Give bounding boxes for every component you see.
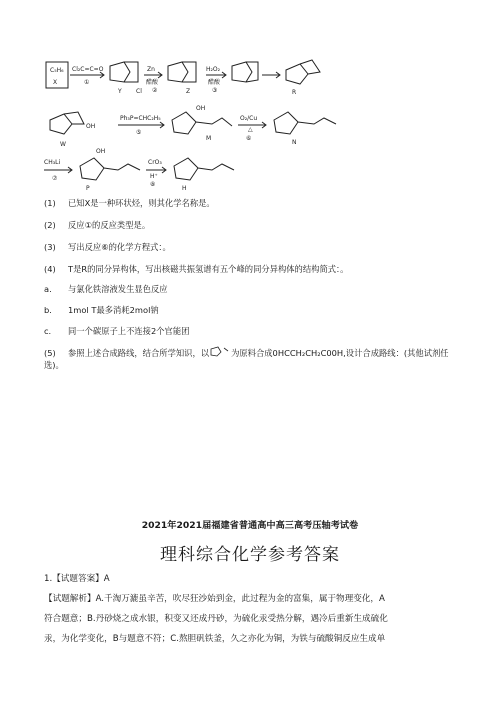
svg-text:⑦: ⑦ [52, 175, 58, 182]
svg-text:Ph₃P=CHC₂H₅: Ph₃P=CHC₂H₅ [120, 115, 161, 122]
exam-title: 2021年2021届福建省普通高中高三高考压轴考试卷 [141, 520, 359, 531]
structure-n [274, 112, 336, 134]
question-2: (2) 反应①的反应类型是。 [44, 220, 151, 230]
svg-text:H₂O₂: H₂O₂ [206, 66, 221, 73]
condition-b: b. 1mol T最多消耗2mol钠 [44, 305, 159, 315]
svg-text:Y: Y [118, 88, 122, 95]
structure-r [286, 60, 320, 84]
svg-text:OH: OH [196, 105, 206, 112]
question-4: (4) T是R的同分异构体，写出核磁共振氢谱有五个峰的同分异构体的结构简式：。 [44, 264, 349, 274]
condition-a: a. 与氯化铁溶液发生显色反应 [44, 284, 168, 294]
svg-text:OH: OH [96, 148, 106, 155]
svg-text:醋酸: 醋酸 [146, 79, 159, 86]
svg-text:M: M [206, 135, 212, 142]
svg-text:Zn: Zn [147, 66, 155, 73]
svg-text:CH₃Li: CH₃Li [44, 159, 61, 166]
svg-text:Cl₂C=C=O: Cl₂C=C=O [72, 66, 104, 73]
svg-text:Z: Z [186, 88, 191, 95]
svg-text:P: P [86, 185, 90, 192]
svg-text:醋酸: 醋酸 [208, 79, 221, 86]
cyclopentene-icon [209, 346, 231, 357]
structure-y [110, 62, 138, 82]
answer-line-4: 汞，为化学变化，B与题意不符；C.熬胆矾铁釜，久之亦化为铜，为铁与硫酸铜反应生成单 [44, 634, 386, 644]
svg-text:⑤: ⑤ [136, 129, 142, 136]
svg-text:CrO₃: CrO₃ [148, 159, 162, 166]
structure-z [168, 62, 196, 82]
answer-line-3: 符合题意；B.丹砂烧之成水银，积变又还成丹砂，为硫化汞受热分解，遇冷后重新生成硫化 [44, 614, 388, 624]
answer-line-1: 1.【试题答案】A [44, 574, 110, 584]
structure-p [80, 158, 140, 180]
svg-text:N: N [292, 139, 297, 146]
question-3: (3) 写出反应⑥的化学方程式：。 [44, 242, 171, 252]
svg-text:W: W [60, 141, 66, 148]
synthesis-scheme [0, 0, 500, 200]
structure-m [172, 112, 232, 134]
svg-text:Cl: Cl [136, 88, 142, 95]
svg-text:△: △ [248, 126, 253, 133]
question-1: (1) 已知X是一种环状烃，则其化学名称是。 [44, 198, 215, 208]
svg-text:O₂/Cu: O₂/Cu [240, 115, 258, 122]
svg-text:H⁺: H⁺ [150, 173, 158, 180]
answer-key-title: 理科综合化学参考答案 [160, 545, 340, 565]
start-formula: C₅H₆ [50, 67, 64, 74]
answer-line-2: 【试题解析】A.千淘万漉虽辛苦，吹尽狂沙始到金，此过程为金的富集，属于物理变化，A [44, 594, 385, 604]
svg-text:①: ① [84, 79, 90, 86]
start-label: X [53, 79, 58, 86]
structure-z-ketone [232, 62, 258, 82]
svg-text:R: R [292, 89, 297, 96]
svg-text:⑧: ⑧ [150, 181, 156, 188]
condition-c: c. 同一个碳原子上不连接2个官能团 [44, 326, 190, 336]
svg-text:OH: OH [86, 123, 96, 130]
structure-w [50, 112, 84, 134]
svg-text:③: ③ [212, 87, 218, 94]
svg-text:H: H [182, 185, 187, 192]
svg-text:⑥: ⑥ [246, 135, 252, 142]
question-5: (5) 参照上述合成路线，结合所学知识，以 为原料合成0HCCH₂CH₂C00H,设计合成路线：(其他试剂任选)。 [44, 348, 449, 370]
svg-text:②: ② [152, 87, 158, 94]
structure-h [174, 158, 234, 180]
